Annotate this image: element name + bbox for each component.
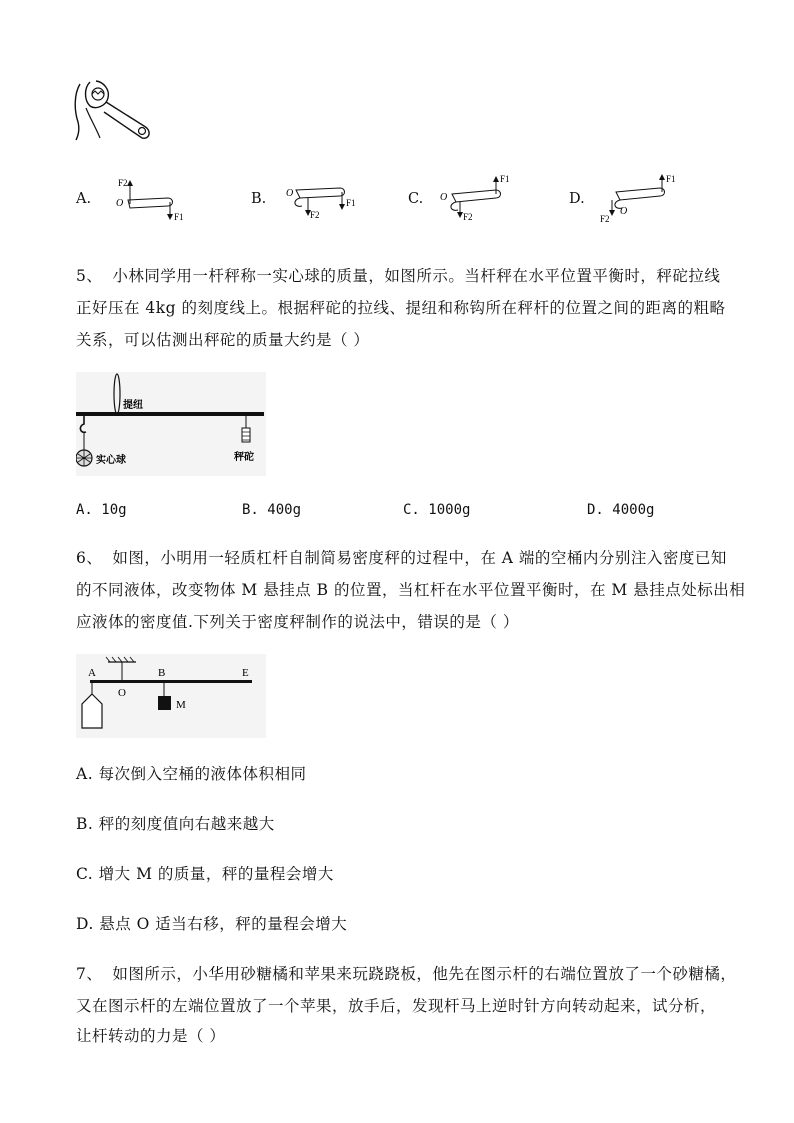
hand-opener-figure	[70, 78, 160, 148]
q6-e-label: E	[242, 667, 249, 679]
q4-d-f1-label: F1	[666, 174, 676, 184]
q6-density-scale-figure	[76, 654, 266, 738]
q7-line-3: 让杆转动的力是（ ）	[76, 1027, 226, 1045]
q4-option-c-diagram	[436, 172, 520, 224]
q4-option-b-label[interactable]: B.	[251, 191, 267, 207]
q6-m-label: M	[176, 699, 186, 711]
q6-number: 6、	[76, 549, 103, 567]
q4-option-a-diagram	[112, 176, 188, 224]
q7-text-1: 如图所示，小华用砂糖橘和苹果来玩跷跷板，他先在图示杆的右端位置放了一个砂糖橘，	[112, 965, 737, 983]
q6-option-c[interactable]: C. 增大 M 的质量，秤的量程会增大	[76, 865, 334, 883]
q5-steelyard-figure	[76, 372, 266, 476]
q4-b-o-label: O	[286, 188, 294, 199]
q6-option-a[interactable]: A. 每次倒入空桶的液体体积相同	[76, 765, 307, 783]
q4-c-f1-label: F1	[500, 174, 510, 184]
q5-weight-label: 秤砣	[234, 452, 254, 463]
q4-a-f1-label: F1	[174, 212, 184, 222]
q4-c-o-label: O	[440, 192, 448, 203]
q4-a-o-label: O	[116, 198, 124, 209]
q4-option-a-label[interactable]: A.	[76, 191, 92, 207]
q6-option-b[interactable]: B. 秤的刻度值向右越来越大	[76, 815, 275, 833]
q5-option-b[interactable]: B. 400g	[242, 502, 302, 518]
q5-option-a[interactable]: A. 10g	[76, 502, 127, 518]
q6-a-label: A	[88, 667, 96, 679]
q5-line-2: 正好压在 4kg 的刻度线上。根据秤砣的拉线、提纽和称钩所在秤杆的位置之间的距离的粗略	[76, 299, 726, 317]
q4-option-b-diagram	[282, 176, 362, 224]
q7-line-1	[76, 964, 736, 984]
q6-o-label: O	[118, 687, 126, 699]
q5-line-1	[76, 266, 720, 286]
q4-option-d-label[interactable]: D.	[569, 191, 585, 207]
q5-number: 5、	[76, 267, 103, 285]
q4-c-f2-label: F2	[463, 212, 473, 222]
q5-knob-label: 提纽	[123, 400, 143, 411]
q6-line-1	[76, 548, 727, 568]
q4-option-d-diagram	[598, 172, 684, 224]
q4-a-f2-label: F2	[118, 178, 128, 188]
q6-text-1: 如图，小明用一轻质杠杆自制简易密度秤的过程中，在 A 端的空桶内分别注入密度已知	[112, 549, 727, 567]
q4-d-f2-label: F2	[600, 214, 610, 224]
q4-b-f1-label: F1	[346, 198, 356, 208]
q5-text-1: 小林同学用一杆秤称一实心球的质量，如图所示。当杆秤在水平位置平衡时，秤砣拉线	[112, 267, 721, 285]
q4-d-o-label: O	[620, 206, 628, 217]
q6-line-3: 应液体的密度值.下列关于密度秤制作的说法中，错误的是（ ）	[76, 613, 519, 631]
q6-b-label: B	[158, 667, 166, 679]
q7-number: 7、	[76, 965, 103, 983]
q6-line-2: 的不同液体，改变物体 M 悬挂点 B 的位置，当杠杆在水平位置平衡时，在 M 悬挂点处标出相	[76, 581, 746, 599]
q4-option-c-label[interactable]: C.	[408, 191, 424, 207]
q7-line-2: 又在图示杆的左端位置放了一个苹果，放手后，发现杆马上逆时针方向转动起来，试分析，	[76, 997, 717, 1015]
q5-line-3: 关系，可以估测出秤砣的质量大约是（ ）	[76, 331, 370, 349]
q5-ball-label: 实心球	[96, 455, 126, 466]
q4-b-f2-label: F2	[310, 210, 320, 220]
q6-option-d[interactable]: D. 悬点 O 适当右移，秤的量程会增大	[76, 915, 348, 933]
q5-option-c[interactable]: C. 1000g	[403, 502, 471, 518]
q5-option-d[interactable]: D. 4000g	[587, 502, 655, 518]
